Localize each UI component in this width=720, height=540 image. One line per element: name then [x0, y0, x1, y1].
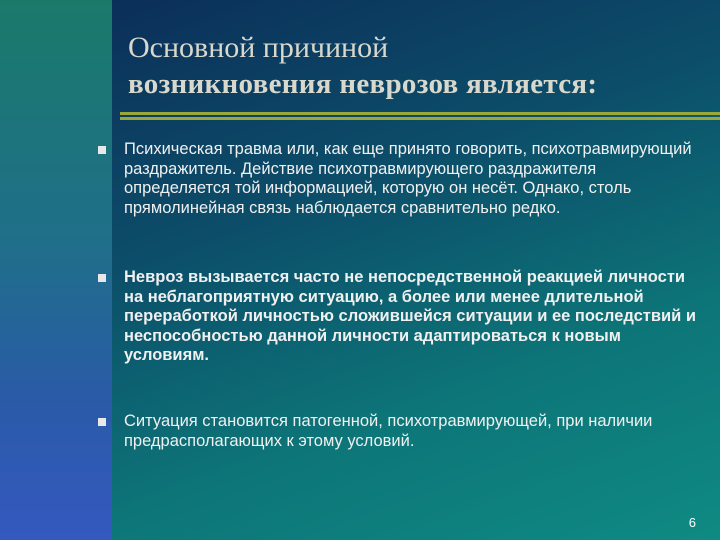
title-line-1: Основной причиной: [128, 31, 389, 64]
bullet-item: [96, 268, 704, 366]
bullet-text: Ситуация становится патогенной, психотравмирующей, при наличии предрасполагающих к этому условий.: [124, 412, 653, 450]
bullet-text: Невроз вызывается часто не непосредственной реакцией личности на неблагоприятную ситуацию, а более или менее длительной переработкой личностью сложившейся ситуации и ее последствий и неспособностью данной личности адаптироваться к новым условиям.: [124, 268, 697, 364]
title-line-2: возникновения неврозов является:: [128, 68, 598, 100]
bullet-item: [96, 412, 720, 451]
bullet-text: Психическая травма или, как еще принято говорить, психотравмирующий раздражитель. Действие психотравмирующего раздражителя определяется той информацией, которую он несёт. Однако, столь прямолинейная связь наблюдается сравнительно редко.: [124, 140, 692, 217]
square-bullet-icon: [98, 418, 106, 426]
title-divider-bottom: [120, 117, 720, 120]
square-bullet-icon: [98, 274, 106, 282]
square-bullet-icon: [98, 146, 106, 154]
page-number: 6: [688, 515, 696, 530]
title-divider-top: [120, 112, 720, 115]
slide-title: [128, 30, 708, 102]
bullet-item: [96, 140, 694, 218]
